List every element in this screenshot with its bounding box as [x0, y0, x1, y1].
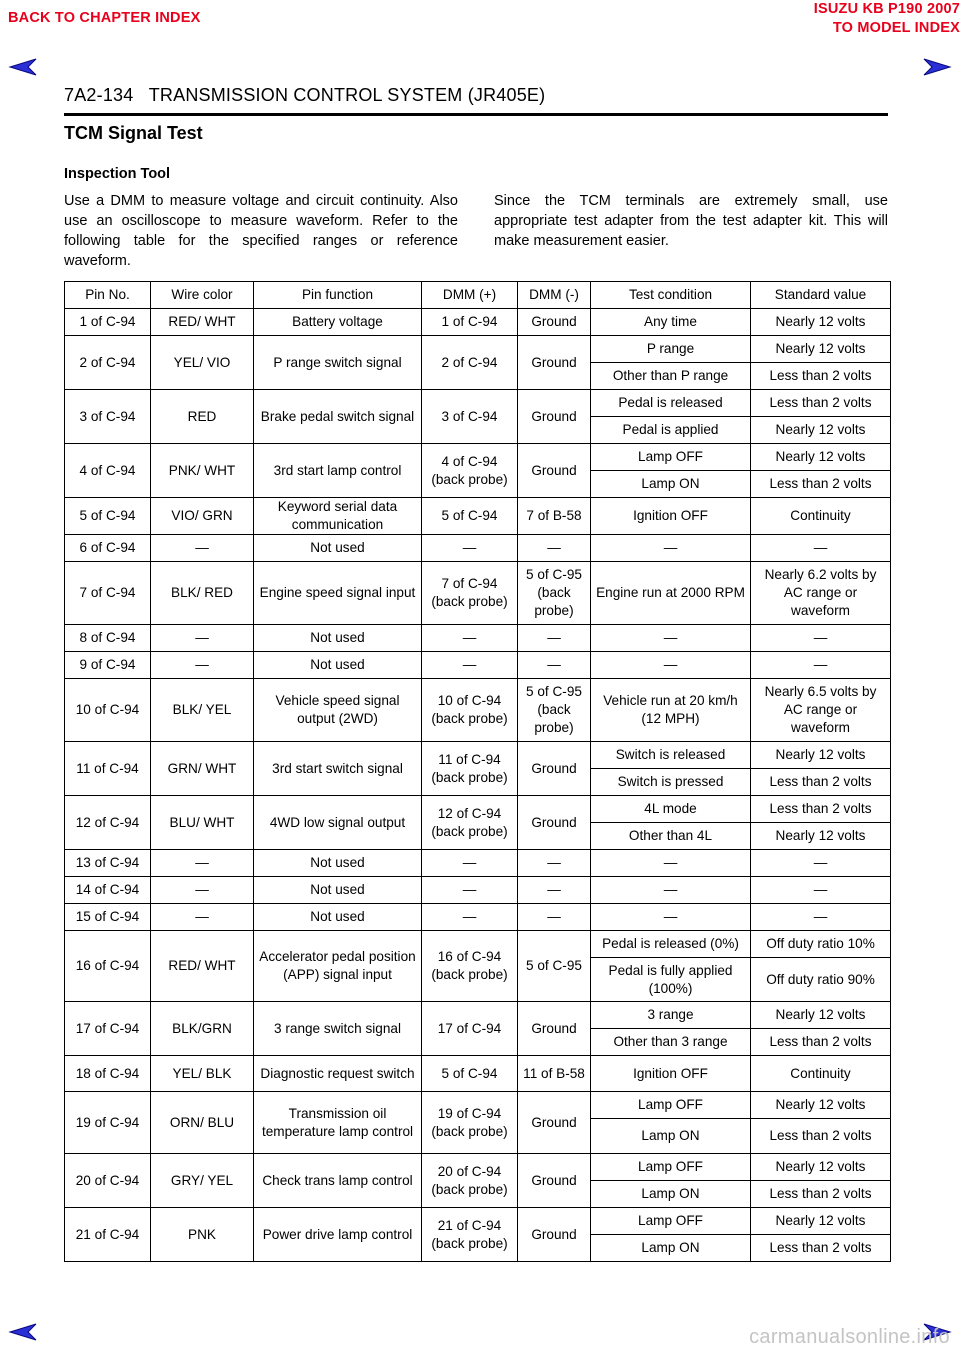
pin-function-cell: Not used	[254, 625, 422, 652]
test-condition-cell: Lamp OFF	[591, 444, 751, 471]
test-condition-cell: Pedal is applied	[591, 417, 751, 444]
table-row	[65, 1092, 891, 1119]
standard-value-cell: Nearly 6.5 volts by AC range or waveform	[751, 679, 891, 742]
dmm-plus-cell: 5 of C-94	[422, 1056, 518, 1092]
test-condition-cell: Lamp OFF	[591, 1092, 751, 1119]
column-header: Test condition	[591, 282, 751, 309]
pin-cell: 18 of C-94	[65, 1056, 151, 1092]
wire-color-cell: VIO/ GRN	[151, 498, 254, 535]
table-row	[65, 625, 891, 652]
dmm-plus-cell: 1 of C-94	[422, 309, 518, 336]
column-header: Pin function	[254, 282, 422, 309]
back-to-chapter-index-link[interactable]: BACK TO CHAPTER INDEX	[8, 10, 201, 26]
wire-color-cell: BLU/ WHT	[151, 796, 254, 850]
pin-cell: 2 of C-94	[65, 336, 151, 390]
pin-cell: 13 of C-94	[65, 850, 151, 877]
dmm-plus-cell: 10 of C-94 (back probe)	[422, 679, 518, 742]
test-condition-cell: Pedal is released (0%)	[591, 931, 751, 958]
standard-value-cell: Less than 2 volts	[751, 1119, 891, 1154]
wire-color-cell: GRY/ YEL	[151, 1154, 254, 1208]
standard-value-cell: —	[751, 877, 891, 904]
test-condition-cell: —	[591, 625, 751, 652]
table-row	[65, 796, 891, 823]
table-row	[65, 309, 891, 336]
pin-function-cell: Not used	[254, 904, 422, 931]
pin-function-cell: Brake pedal switch signal	[254, 390, 422, 444]
test-condition-cell: —	[591, 535, 751, 562]
wire-color-cell: PNK/ WHT	[151, 444, 254, 498]
model-title: ISUZU KB P190 2007	[813, 1, 960, 17]
pin-function-cell: Not used	[254, 877, 422, 904]
dmm-minus-cell: 5 of C-95 (back probe)	[518, 679, 591, 742]
pin-function-cell: Accelerator pedal position (APP) signal input	[254, 931, 422, 1002]
dmm-minus-cell: Ground	[518, 390, 591, 444]
dmm-plus-cell: 16 of C-94 (back probe)	[422, 931, 518, 1002]
standard-value-cell: Nearly 12 volts	[751, 1208, 891, 1235]
standard-value-cell: —	[751, 904, 891, 931]
test-condition-cell: Any time	[591, 309, 751, 336]
dmm-minus-cell: —	[518, 625, 591, 652]
test-condition-cell: Lamp ON	[591, 1119, 751, 1154]
wire-color-cell: RED/ WHT	[151, 931, 254, 1002]
wire-color-cell: —	[151, 625, 254, 652]
test-condition-cell: —	[591, 850, 751, 877]
test-condition-cell: Vehicle run at 20 km/h (12 MPH)	[591, 679, 751, 742]
test-condition-cell: Other than 4L	[591, 823, 751, 850]
tcm-signal-test-table	[64, 281, 891, 1262]
table-row	[65, 652, 891, 679]
dmm-plus-cell: —	[422, 850, 518, 877]
wire-color-cell: RED	[151, 390, 254, 444]
header-rule	[64, 113, 888, 116]
wire-color-cell: —	[151, 904, 254, 931]
column-header: DMM (+)	[422, 282, 518, 309]
dmm-minus-cell: 5 of C-95	[518, 931, 591, 1002]
dmm-minus-cell: Ground	[518, 444, 591, 498]
wire-color-cell: BLK/ YEL	[151, 679, 254, 742]
test-condition-cell: —	[591, 904, 751, 931]
standard-value-cell: Continuity	[751, 498, 891, 535]
standard-value-cell: Nearly 12 volts	[751, 1002, 891, 1029]
standard-value-cell: Nearly 12 volts	[751, 1154, 891, 1181]
subsection-title: Inspection Tool	[64, 166, 171, 182]
standard-value-cell: Less than 2 volts	[751, 1235, 891, 1262]
pin-cell: 1 of C-94	[65, 309, 151, 336]
dmm-minus-cell: 7 of B-58	[518, 498, 591, 535]
standard-value-cell: Nearly 12 volts	[751, 742, 891, 769]
dmm-plus-cell: —	[422, 652, 518, 679]
column-header: Pin No.	[65, 282, 151, 309]
test-condition-cell: Pedal is released	[591, 390, 751, 417]
dmm-plus-cell: —	[422, 535, 518, 562]
paragraph-left: Use a DMM to measure voltage and circuit continuity. Also use an oscilloscope to measure waveform. Refer to the following table for the specified ranges or reference waveform.	[64, 193, 458, 269]
section-title: TCM Signal Test	[64, 123, 203, 143]
standard-value-cell: Less than 2 volts	[751, 796, 891, 823]
dmm-minus-cell: 11 of B-58	[518, 1056, 591, 1092]
dmm-minus-cell: Ground	[518, 1002, 591, 1056]
table-row	[65, 877, 891, 904]
wire-color-cell: —	[151, 535, 254, 562]
test-condition-cell: Other than 3 range	[591, 1029, 751, 1056]
wire-color-cell: ORN/ BLU	[151, 1092, 254, 1154]
standard-value-cell: Nearly 6.2 volts by AC range or waveform	[751, 562, 891, 625]
table-row	[65, 679, 891, 742]
table-row	[65, 904, 891, 931]
dmm-minus-cell: —	[518, 904, 591, 931]
pin-cell: 7 of C-94	[65, 562, 151, 625]
pin-function-cell: P range switch signal	[254, 336, 422, 390]
standard-value-cell: Nearly 12 volts	[751, 823, 891, 850]
dmm-plus-cell: 21 of C-94 (back probe)	[422, 1208, 518, 1262]
test-condition-cell: Other than P range	[591, 363, 751, 390]
pin-cell: 8 of C-94	[65, 625, 151, 652]
pin-cell: 4 of C-94	[65, 444, 151, 498]
test-condition-cell: Lamp OFF	[591, 1154, 751, 1181]
pin-function-cell: Not used	[254, 652, 422, 679]
standard-value-cell: Nearly 12 volts	[751, 336, 891, 363]
wire-color-cell: BLK/ RED	[151, 562, 254, 625]
standard-value-cell: Less than 2 volts	[751, 390, 891, 417]
table-row	[65, 1056, 891, 1092]
pin-function-cell: Check trans lamp control	[254, 1154, 422, 1208]
test-condition-cell: 3 range	[591, 1002, 751, 1029]
table-row	[65, 1208, 891, 1235]
pin-cell: 10 of C-94	[65, 679, 151, 742]
test-condition-cell: Switch is pressed	[591, 769, 751, 796]
dmm-plus-cell: 19 of C-94 (back probe)	[422, 1092, 518, 1154]
pin-function-cell: Diagnostic request switch	[254, 1056, 422, 1092]
pin-cell: 12 of C-94	[65, 796, 151, 850]
standard-value-cell: Less than 2 volts	[751, 471, 891, 498]
dmm-minus-cell: Ground	[518, 1154, 591, 1208]
test-condition-cell: Engine run at 2000 RPM	[591, 562, 751, 625]
pin-cell: 9 of C-94	[65, 652, 151, 679]
pin-cell: 11 of C-94	[65, 742, 151, 796]
table-row	[65, 1002, 891, 1029]
test-condition-cell: Switch is released	[591, 742, 751, 769]
wire-color-cell: —	[151, 652, 254, 679]
pin-function-cell: 4WD low signal output	[254, 796, 422, 850]
dmm-plus-cell: 2 of C-94	[422, 336, 518, 390]
pin-function-cell: Not used	[254, 850, 422, 877]
standard-value-cell: Off duty ratio 10%	[751, 931, 891, 958]
test-condition-cell: Ignition OFF	[591, 498, 751, 535]
pin-function-cell: Power drive lamp control	[254, 1208, 422, 1262]
paragraph-right: Since the TCM terminals are extremely small, use appropriate test adapter from the test adapter kit. This will make measurement easier.	[494, 193, 888, 249]
table-row	[65, 850, 891, 877]
column-header: DMM (-)	[518, 282, 591, 309]
wire-color-cell: BLK/GRN	[151, 1002, 254, 1056]
dmm-plus-cell: —	[422, 877, 518, 904]
table-row	[65, 390, 891, 417]
pin-cell: 20 of C-94	[65, 1154, 151, 1208]
standard-value-cell: Nearly 12 volts	[751, 444, 891, 471]
test-condition-cell: Ignition OFF	[591, 1056, 751, 1092]
dmm-minus-cell: Ground	[518, 742, 591, 796]
next-page-arrow-icon[interactable]	[922, 58, 952, 76]
dmm-plus-cell: 7 of C-94 (back probe)	[422, 562, 518, 625]
pin-function-cell: Keyword serial data communication	[254, 498, 422, 535]
dmm-plus-cell: 12 of C-94 (back probe)	[422, 796, 518, 850]
pin-cell: 3 of C-94	[65, 390, 151, 444]
pin-cell: 17 of C-94	[65, 1002, 151, 1056]
table-row	[65, 444, 891, 471]
pin-function-cell: Battery voltage	[254, 309, 422, 336]
pin-function-cell: 3rd start lamp control	[254, 444, 422, 498]
table-header-row	[65, 282, 891, 309]
pin-function-cell: Engine speed signal input	[254, 562, 422, 625]
standard-value-cell: Less than 2 volts	[751, 769, 891, 796]
dmm-minus-cell: —	[518, 877, 591, 904]
pin-function-cell: Transmission oil temperature lamp control	[254, 1092, 422, 1154]
dmm-plus-cell: 3 of C-94	[422, 390, 518, 444]
dmm-minus-cell: —	[518, 652, 591, 679]
pin-cell: 14 of C-94	[65, 877, 151, 904]
table-row	[65, 562, 891, 625]
test-condition-cell: Lamp ON	[591, 1235, 751, 1262]
test-condition-cell: Lamp ON	[591, 471, 751, 498]
standard-value-cell: Less than 2 volts	[751, 363, 891, 390]
test-condition-cell: Lamp ON	[591, 1181, 751, 1208]
table-row	[65, 931, 891, 958]
to-model-index-link[interactable]: TO MODEL INDEX	[832, 20, 960, 36]
standard-value-cell: —	[751, 652, 891, 679]
standard-value-cell: Nearly 12 volts	[751, 417, 891, 444]
wire-color-cell: GRN/ WHT	[151, 742, 254, 796]
watermark: carmanualsonline.info	[749, 1326, 950, 1348]
dmm-minus-cell: Ground	[518, 336, 591, 390]
dmm-plus-cell: 4 of C-94 (back probe)	[422, 444, 518, 498]
pin-function-cell: 3rd start switch signal	[254, 742, 422, 796]
pin-cell: 16 of C-94	[65, 931, 151, 1002]
dmm-minus-cell: Ground	[518, 309, 591, 336]
standard-value-cell: Continuity	[751, 1056, 891, 1092]
wire-color-cell: RED/ WHT	[151, 309, 254, 336]
table-row	[65, 742, 891, 769]
previous-page-arrow-icon[interactable]	[8, 58, 38, 76]
pin-function-cell: Vehicle speed signal output (2WD)	[254, 679, 422, 742]
wire-color-cell: YEL/ VIO	[151, 336, 254, 390]
standard-value-cell: Less than 2 volts	[751, 1181, 891, 1208]
pin-cell: 21 of C-94	[65, 1208, 151, 1262]
column-header: Standard value	[751, 282, 891, 309]
dmm-minus-cell: Ground	[518, 796, 591, 850]
pin-function-cell: Not used	[254, 535, 422, 562]
dmm-plus-cell: 5 of C-94	[422, 498, 518, 535]
test-condition-cell: P range	[591, 336, 751, 363]
pin-cell: 15 of C-94	[65, 904, 151, 931]
test-condition-cell: —	[591, 877, 751, 904]
dmm-plus-cell: 11 of C-94 (back probe)	[422, 742, 518, 796]
dmm-minus-cell: Ground	[518, 1092, 591, 1154]
wire-color-cell: —	[151, 850, 254, 877]
pin-cell: 6 of C-94	[65, 535, 151, 562]
previous-page-arrow-bottom-icon[interactable]	[8, 1323, 38, 1341]
test-condition-cell: 4L mode	[591, 796, 751, 823]
test-condition-cell: Lamp OFF	[591, 1208, 751, 1235]
dmm-minus-cell: —	[518, 850, 591, 877]
standard-value-cell: Nearly 12 volts	[751, 1092, 891, 1119]
table-row	[65, 336, 891, 363]
dmm-plus-cell: —	[422, 904, 518, 931]
standard-value-cell: —	[751, 625, 891, 652]
wire-color-cell: PNK	[151, 1208, 254, 1262]
wire-color-cell: —	[151, 877, 254, 904]
table-row	[65, 1154, 891, 1181]
standard-value-cell: Nearly 12 volts	[751, 309, 891, 336]
wire-color-cell: YEL/ BLK	[151, 1056, 254, 1092]
pin-cell: 19 of C-94	[65, 1092, 151, 1154]
table-row	[65, 535, 891, 562]
running-header: 7A2-134 TRANSMISSION CONTROL SYSTEM (JR405E)	[64, 85, 546, 105]
pin-cell: 5 of C-94	[65, 498, 151, 535]
standard-value-cell: Less than 2 volts	[751, 1029, 891, 1056]
test-condition-cell: Pedal is fully applied (100%)	[591, 958, 751, 1002]
dmm-plus-cell: —	[422, 625, 518, 652]
standard-value-cell: —	[751, 535, 891, 562]
dmm-plus-cell: 20 of C-94 (back probe)	[422, 1154, 518, 1208]
dmm-plus-cell: 17 of C-94	[422, 1002, 518, 1056]
table-row	[65, 498, 891, 535]
standard-value-cell: —	[751, 850, 891, 877]
pin-function-cell: 3 range switch signal	[254, 1002, 422, 1056]
standard-value-cell: Off duty ratio 90%	[751, 958, 891, 1002]
test-condition-cell: —	[591, 652, 751, 679]
table-body	[65, 309, 891, 1262]
column-header: Wire color	[151, 282, 254, 309]
dmm-minus-cell: 5 of C-95 (back probe)	[518, 562, 591, 625]
dmm-minus-cell: —	[518, 535, 591, 562]
dmm-minus-cell: Ground	[518, 1208, 591, 1262]
